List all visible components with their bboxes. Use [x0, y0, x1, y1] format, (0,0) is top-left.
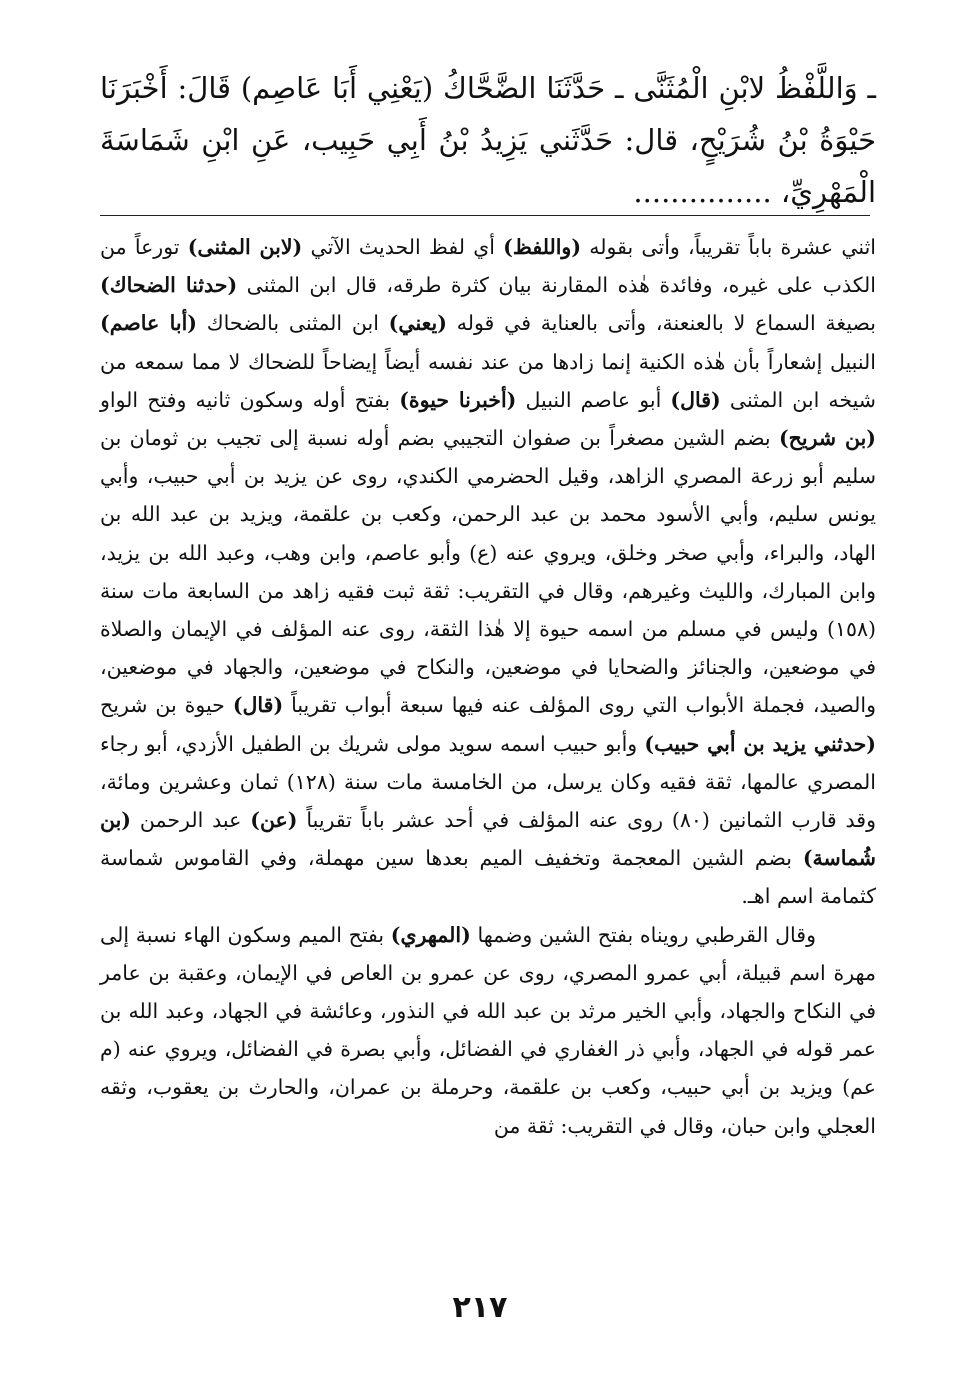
quoted-term: (بن شريح): [778, 426, 876, 451]
text-run: بضم الشين المعجمة وتخفيف الميم بعدها سين مهملة، وفي القاموس شماسة كثمامة اسم اهـ.: [100, 846, 876, 909]
text-run: بفتح الميم وسكون الهاء نسبة إلى مهرة اسم قبيلة، أبي عمرو المصري، روى عن عمرو بن العاص في الإيمان، وعقبة بن عامر في النكاح والجهاد، وأبي الخير مرثد بن عبد الله في النذور، وعائشة في الجهاد، وعبد الله بن عمر قوله في الجهاد، وأبي ذر الغفاري في الفضائل، وأبي بصرة في الفضائل، ويروي عنه (م عم) ويزيد بن أبي حبيب، وكعب بن علقمة، وحرملة بن عمران، والحارث بن يعقوب، وثقه العجلي وابن حبان، وقال في التقريب: ثقة من: [100, 922, 876, 1138]
quoted-term: (بن شُماسة): [100, 808, 876, 871]
quoted-term: (المهري): [390, 922, 471, 947]
quoted-term: (قال): [670, 387, 721, 412]
quoted-term: (قال): [232, 693, 284, 718]
text-run: حيوة بن شريح: [100, 693, 233, 718]
quoted-term: (واللفظ): [503, 235, 582, 259]
separator-rule: [100, 215, 870, 216]
quoted-term: (حدثني يزيد بن أبي حبيب): [644, 731, 876, 756]
hadith-line-2: شُرَيْحٍ، قال: حَدَّثَني يَزِيدُ بْنُ أَبِي حَبِيب، عَنِ ابْنِ شَمَاسَةَ الْمَهْرِيِّ، ...............: [100, 123, 876, 209]
text-run: تورعاً من الكذب على غيره، وفائدة هٰذه المقارنة بيان كثرة طرقه، قال ابن المثنى: [100, 235, 877, 298]
quoted-term: (أبا عاصم): [100, 311, 197, 336]
text-run: النبيل إشعاراً بأن هٰذه الكنية إنما زادها من عند نفسه أيضاً إيضاحاً للضحاك لا مما سمعه من شيخه ابن المثنى: [100, 349, 876, 412]
text-run: بفتح أوله وسكون ثانيه وفتح الواو: [100, 387, 400, 412]
text-run: أي لفظ الحديث الآتي: [302, 235, 504, 259]
text-run: عبد الرحمن: [131, 808, 251, 833]
commentary-paragraph-2: [100, 916, 876, 1145]
quoted-term: (يعني): [388, 311, 447, 336]
hadith-text: [100, 62, 876, 209]
page-body: [100, 62, 877, 1138]
quoted-term: (أخبرنا حيوة): [399, 387, 517, 412]
quoted-term: (حدثنا الضحاك): [100, 273, 238, 298]
text-run: وقال القرطبي رويناه بفتح الشين وضمها: [470, 922, 816, 947]
text-run: بصيغة السماع لا بالعنعنة، وأتى بالعناية في قوله: [446, 311, 876, 336]
quoted-term: (لابن المثنى): [187, 235, 303, 259]
text-run: اثني عشرة باباً تقريباً، وأتى بقوله: [581, 235, 876, 259]
hadith-line-1: ـ وَاللَّفْظُ لابْنِ الْمُثَنَّى ـ حَدَّثَنَا الضَّحَّاكُ (يَعْنِي أَبَا عَاصِم) قَالَ: أَخْبَرَنَا حَيْوَةُ بْنُ: [100, 71, 876, 157]
page-number: ٢١٧: [452, 1290, 508, 1325]
text-run: بضم الشين مصغراً بن صفوان التجيبي بضم أوله نسبة إلى تجيب بن ثومان بن سليم أبو زرعة المصري الزاهد، وقيل الحضرمي الكندي، روى عن يزيد بن أبي حبيب، وأبي يونس سليم، وأبي الأسود محمد بن عبد الرحمن، وكعب بن علقمة، ويزيد بن عبد الله بن الهاد، والبراء، وأبي صخر وخلق، ويروي عنه (ع) وأبو عاصم، وابن وهب، وعبد الله بن يزيد، وابن المبارك، والليث وغيرهم، وقال في التقريب: ثقة ثبت فقيه زاهد من السابعة مات سنة (١٥٨) وليس في مسلم من اسمه حيوة إلا هٰذا الثقة، روى عنه المؤلف في الإيمان والصلاة في موضعين، والجنائز والضحايا في موضعين، والنكاح في موضعين، والجهاد في موضعين، والصيد، فجملة الأبواب التي روى المؤلف عنه فيها سبعة أبواب تقريباً: [100, 426, 876, 718]
commentary: [100, 228, 876, 1145]
commentary-paragraph-1: [100, 228, 876, 916]
text-run: ابن المثنى بالضحاك: [196, 311, 389, 336]
quoted-term: (عن): [250, 808, 298, 833]
text-run: وأبو حبيب اسمه سويد مولى شريك بن الطفيل الأزدي، أبو رجاء المصري عالمها، ثقة فقيه وكان يرسل، من الخامسة مات سنة (١٢٨) ثمان وعشرين ومائة، وقد قارب الثمانين (٨٠) روى عنه المؤلف في أحد عشر باباً تقريباً: [100, 731, 876, 833]
text-run: أبو عاصم النبيل: [516, 387, 671, 412]
